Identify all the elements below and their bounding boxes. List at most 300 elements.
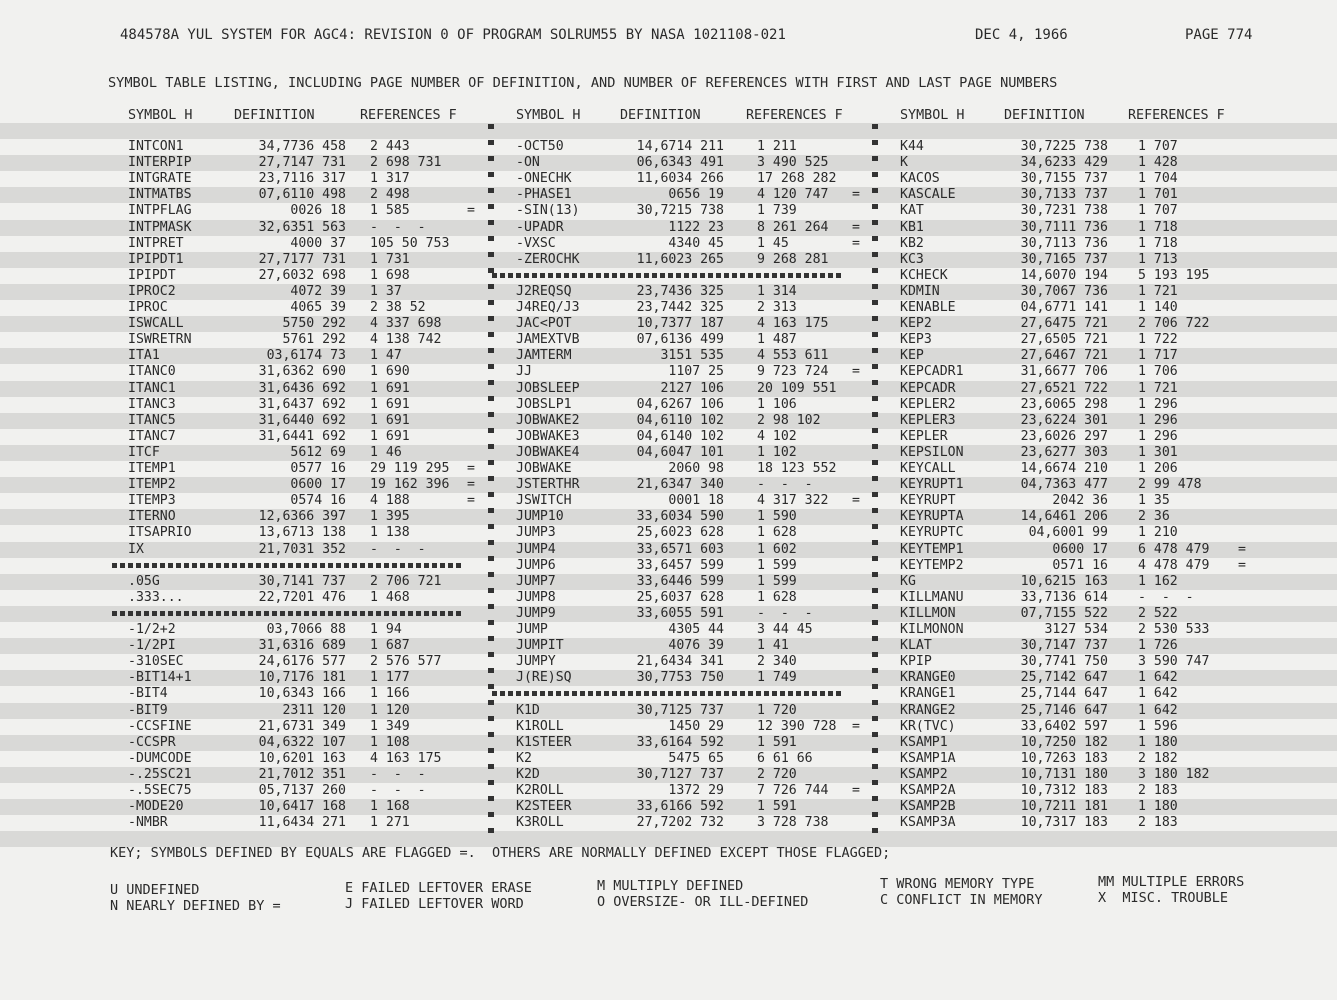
symbol-name: KEP3 [900,332,932,348]
symbol-name: J2REQSQ [516,283,572,299]
symbol-name: -ON [516,155,540,171]
symbol-references: 1 106 [757,396,797,412]
symbol-flag: = [1238,541,1246,557]
symbol-references: 1 45 [757,235,789,251]
symbol-name: KEYRUPTA [900,509,964,525]
symbol-references: 1 628 [757,525,797,541]
symbol-references: 1 180 [1138,799,1178,815]
symbol-references: 2 530 533 [1138,622,1210,637]
symbol-name: -CCSFINE [128,718,192,734]
symbol-name: JUMP4 [516,541,556,557]
symbol-definition: 30,7215 738 [636,203,724,219]
symbol-references: 1 731 [370,251,410,267]
column-separator-1 [488,124,494,836]
symbol-name: -.25SC21 [128,766,192,782]
symbol-name: JJ [516,364,532,380]
symbol-references: 1 722 [1138,332,1178,348]
symbol-name: ITERNO [128,509,176,525]
column-header-sym: SYMBOL H [900,108,965,123]
symbol-name: KSAMP1A [900,750,956,766]
symbol-definition: 11,6034 266 [636,171,724,187]
symbol-definition: 33,6166 592 [636,799,724,815]
symbol-flag: = [852,783,860,798]
symbol-references: 1 177 [370,670,410,686]
symbol-definition: 07,6110 498 [258,187,346,203]
symbol-references: 1 691 [370,396,410,412]
symbol-references: 1 726 [1138,638,1178,654]
symbol-references: 1 721 [1138,283,1178,299]
symbol-name: KEPLER3 [900,412,956,428]
symbol-name: JOBWAKE2 [516,412,580,428]
symbol-definition: 23,6026 297 [1020,428,1108,444]
symbol-name: -CCSPR [128,734,176,750]
symbol-references: 105 50 753 [370,235,450,251]
symbol-definition: 34,6233 429 [1020,155,1108,171]
symbol-references: 1 599 [757,557,797,573]
symbol-name: KEPSILON [900,444,964,460]
symbol-references: - - - [370,766,426,782]
symbol-references: 3 44 45 [757,622,813,637]
symbol-name: INTERPIP [128,155,192,171]
symbol-references: - - - [370,219,426,235]
symbol-references: 1 599 [757,573,797,589]
symbol-references: 1 596 [1138,718,1178,734]
symbol-name: K2STEER [516,799,572,815]
symbol-references: 1 706 [1138,364,1178,380]
symbol-references: 1 642 [1138,670,1178,686]
symbol-name: -1/2PI [128,638,176,654]
symbol-references: 4 317 322 [757,493,829,509]
symbol-definition: 33,6446 599 [636,573,724,589]
symbol-definition: 27,6467 721 [1020,348,1108,364]
symbol-definition: 27,7202 732 [636,815,724,831]
symbol-flag: = [852,219,860,235]
symbol-references: 1 707 [1138,139,1178,154]
legend-undefined: U UNDEFINED [110,882,200,898]
symbol-definition: 27,6475 721 [1020,316,1108,332]
symbol-definition: 30,7753 750 [636,670,724,686]
legend-failed-word: J FAILED LEFTOVER WORD [345,896,524,912]
symbol-name: INTGRATE [128,171,192,187]
symbol-references: 2 183 [1138,783,1178,798]
symbol-name: KEYTEMP1 [900,541,964,557]
stripe-band [0,123,1337,139]
symbol-definition: 32,6351 563 [258,219,346,235]
symbol-definition: 31,6437 692 [258,396,346,412]
symbol-references: 2 38 52 [370,300,426,315]
section-separator [492,691,842,696]
symbol-definition: 30,7067 736 [1020,283,1108,299]
symbol-name: KEPLER2 [900,396,956,412]
symbol-definition: 14,6070 194 [1020,267,1108,283]
column-header-ref: REFERENCES F [746,108,843,123]
symbol-definition: 0656 19 [668,187,724,203]
symbol-name: ITANC5 [128,412,176,428]
symbol-name: JUMPY [516,654,556,670]
symbol-definition: 07,6136 499 [636,332,724,348]
symbol-name: JOBWAKE [516,461,572,476]
symbol-definition: 30,7147 737 [1020,638,1108,654]
listing-title: SYMBOL TABLE LISTING, INCLUDING PAGE NUMBER OF DEFINITION, AND NUMBER OF REFERENCES WITH FIRST AND LAST PAGE NUMBERS [108,75,1058,91]
symbol-name: JUMP8 [516,589,556,605]
symbol-references: 1 296 [1138,396,1178,412]
symbol-name: -UPADR [516,219,564,235]
symbol-definition: 25,6023 628 [636,525,724,541]
symbol-definition: 10,7377 187 [636,316,724,332]
symbol-definition: 10,7263 183 [1020,750,1108,766]
symbol-references: 2 443 [370,139,410,154]
symbol-references: 1 720 [757,702,797,718]
symbol-flag: = [852,718,860,734]
symbol-definition: 4076 39 [668,638,724,654]
symbol-definition: 33,6402 597 [1020,718,1108,734]
symbol-references: 2 182 [1138,750,1178,766]
symbol-definition: 27,6505 721 [1020,332,1108,348]
symbol-definition: 04,6110 102 [636,412,724,428]
symbol-name: INTPFLAG [128,203,192,219]
symbol-flag: = [852,235,860,251]
symbol-references: 9 268 281 [757,251,829,267]
symbol-name: KR(TVC) [900,718,956,734]
symbol-definition: 12,6366 397 [258,509,346,525]
symbol-references: 1 41 [757,638,789,654]
legend-wrong-memory: T WRONG MEMORY TYPE [880,876,1035,892]
symbol-definition: 2127 106 [660,380,724,396]
symbol-definition: 30,7165 737 [1020,251,1108,267]
symbol-references: 4 102 [757,428,797,444]
symbol-definition: 33,6457 599 [636,557,724,573]
symbol-definition: 23,6065 298 [1020,396,1108,412]
symbol-definition: 0574 16 [290,493,346,509]
symbol-references: 4 553 611 [757,348,829,364]
symbol-definition: 4065 39 [290,300,346,315]
symbol-definition: 1122 23 [668,219,724,235]
symbol-name: KASCALE [900,187,956,203]
column-separator-2 [872,124,878,836]
symbol-name: KEYRUPT [900,493,956,509]
symbol-definition: 30,7741 750 [1020,654,1108,670]
symbol-name: .333... [128,589,184,605]
symbol-definition: 33,6571 603 [636,541,724,557]
symbol-name: KEPCADR [900,380,956,396]
symbol-name: K1ROLL [516,718,564,734]
symbol-definition: 0571 16 [1052,557,1108,573]
symbol-references: 4 478 479 [1138,557,1210,573]
symbol-flag: = [467,477,475,493]
symbol-references: 1 749 [757,670,797,686]
legend-multiply-defined: M MULTIPLY DEFINED [597,878,744,894]
symbol-flag: = [852,364,860,380]
symbol-name: -DUMCODE [128,750,192,766]
symbol-definition: 06,6343 491 [636,155,724,171]
symbol-definition: 03,7066 88 [266,622,346,637]
symbol-definition: 24,6176 577 [258,654,346,670]
symbol-name: ITANC0 [128,364,176,380]
page-header-date: DEC 4, 1966 [975,27,1068,43]
symbol-name: JOBWAKE3 [516,428,580,444]
symbol-name: IPIPDT1 [128,251,184,267]
symbol-references: - - - [757,477,813,493]
column-header-sym: SYMBOL H [128,108,193,123]
symbol-definition: 31,6362 690 [258,364,346,380]
legend-failed-erase: E FAILED LEFTOVER ERASE [345,880,532,896]
symbol-definition: 25,7146 647 [1020,702,1108,718]
symbol-references: 1 718 [1138,235,1178,251]
symbol-name: ISWCALL [128,316,184,332]
symbol-references: 18 123 552 [757,461,837,476]
symbol-name: KDMIN [900,283,940,299]
symbol-name: KSAMP2B [900,799,956,815]
symbol-name: KEPCADR1 [900,364,964,380]
symbol-name: JUMP10 [516,509,564,525]
symbol-name: KRANGE1 [900,686,956,702]
symbol-references: 1 140 [1138,300,1178,315]
symbol-references: 1 713 [1138,251,1178,267]
symbol-definition: 2311 120 [282,702,346,718]
legend-oversize: O OVERSIZE- OR ILL-DEFINED [597,894,809,910]
symbol-references: 20 109 551 [757,380,837,396]
symbol-name: K1D [516,702,540,718]
symbol-definition: 2060 98 [668,461,724,476]
key-line: KEY; SYMBOLS DEFINED BY EQUALS ARE FLAGGED =. OTHERS ARE NORMALLY DEFINED EXCEPT THOSE FLAGGED; [110,845,891,861]
symbol-name: ITSAPRIO [128,525,192,541]
symbol-references: 1 206 [1138,461,1178,476]
symbol-name: JOBWAKE4 [516,444,580,460]
symbol-definition: 0600 17 [1052,541,1108,557]
symbol-definition: 30,7113 736 [1020,235,1108,251]
symbol-definition: 21,6347 340 [636,477,724,493]
symbol-references: 1 317 [370,171,410,187]
column-header-def: DEFINITION [620,108,701,123]
symbol-definition: 23,6277 303 [1020,444,1108,460]
symbol-references: 1 210 [1138,525,1178,541]
symbol-references: 1 301 [1138,444,1178,460]
legend-multiple-errors: MM MULTIPLE ERRORS [1098,874,1245,890]
symbol-flag: = [467,461,475,476]
symbol-references: 1 721 [1138,380,1178,396]
symbol-name: KG [900,573,916,589]
symbol-definition: 30,7225 738 [1020,139,1108,154]
section-separator [112,611,462,616]
symbol-name: KENABLE [900,300,956,315]
symbol-name: JOBSLP1 [516,396,572,412]
symbol-definition: 2042 36 [1052,493,1108,509]
symbol-references: 1 691 [370,380,410,396]
symbol-name: ITA1 [128,348,160,364]
symbol-definition: 10,6215 163 [1020,573,1108,589]
symbol-definition: 31,6316 689 [258,638,346,654]
symbol-references: - - - [370,541,426,557]
symbol-references: 4 120 747 [757,187,829,203]
symbol-definition: 4000 37 [290,235,346,251]
symbol-references: 6 478 479 [1138,541,1210,557]
symbol-name: IPROC [128,300,168,315]
symbol-name: KILLMON [900,605,956,621]
symbol-references: 1 698 [370,267,410,283]
symbol-name: KSAMP2 [900,766,948,782]
symbol-references: 2 498 [370,187,410,203]
symbol-definition: 33,7136 614 [1020,589,1108,605]
symbol-references: 4 188 [370,493,410,509]
symbol-references: 1 704 [1138,171,1178,187]
symbol-definition: 3127 534 [1044,622,1108,637]
symbol-references: 4 138 742 [370,332,442,348]
symbol-definition: 04,6322 107 [258,734,346,750]
symbol-definition: 5750 292 [282,316,346,332]
symbol-references: 1 138 [370,525,410,541]
symbol-definition: 30,7133 737 [1020,187,1108,203]
symbol-references: 1 691 [370,412,410,428]
symbol-definition: 10,7176 181 [258,670,346,686]
symbol-name: KRANGE2 [900,702,956,718]
symbol-references: 1 314 [757,283,797,299]
symbol-references: 1 120 [370,702,410,718]
symbol-references: 1 108 [370,734,410,750]
symbol-definition: 21,7012 351 [258,766,346,782]
symbol-name: KAT [900,203,924,219]
symbol-name: INTMATBS [128,187,192,203]
symbol-name: KLAT [900,638,932,654]
symbol-flag: = [1238,557,1246,573]
symbol-references: 1 687 [370,638,410,654]
symbol-definition: 04,6047 101 [636,444,724,460]
symbol-references: 1 701 [1138,187,1178,203]
symbol-flag: = [467,203,475,219]
symbol-name: KSAMP2A [900,783,956,798]
symbol-definition: 25,6037 628 [636,589,724,605]
symbol-name: KACOS [900,171,940,187]
symbol-definition: 31,6436 692 [258,380,346,396]
symbol-references: 3 590 747 [1138,654,1210,670]
symbol-name: -ZEROCHK [516,251,580,267]
symbol-references: 19 162 396 [370,477,450,493]
symbol-references: 1 642 [1138,702,1178,718]
symbol-definition: 23,6224 301 [1020,412,1108,428]
symbol-references: 2 98 102 [757,412,821,428]
symbol-name: -OCT50 [516,139,564,154]
symbol-definition: 0026 18 [290,203,346,219]
symbol-references: 1 296 [1138,412,1178,428]
symbol-definition: 31,6441 692 [258,428,346,444]
symbol-name: -BIT9 [128,702,168,718]
symbol-references: 2 522 [1138,605,1178,621]
symbol-name: ITANC1 [128,380,176,396]
symbol-definition: 33,6055 591 [636,605,724,621]
symbol-references: 1 487 [757,332,797,348]
symbol-name: -310SEC [128,654,184,670]
symbol-definition: 11,6434 271 [258,815,346,831]
symbol-name: JAMEXTVB [516,332,580,348]
symbol-name: KILLMANU [900,589,964,605]
symbol-definition: 4072 39 [290,283,346,299]
symbol-definition: 04,6001 99 [1028,525,1108,541]
symbol-name: KPIP [900,654,932,670]
symbol-definition: 30,7127 737 [636,766,724,782]
symbol-name: KEP [900,348,924,364]
symbol-definition: 0001 18 [668,493,724,509]
symbol-name: KB2 [900,235,924,251]
legend-misc-trouble: X MISC. TROUBLE [1098,890,1229,906]
symbol-name: JSTERTHR [516,477,580,493]
symbol-name: JOBSLEEP [516,380,580,396]
symbol-name: INTPRET [128,235,184,251]
symbol-definition: 31,6440 692 [258,412,346,428]
symbol-references: 8 261 264 [757,219,829,235]
symbol-references: 1 162 [1138,573,1178,589]
symbol-name: -BIT4 [128,686,168,702]
legend-nearly-defined: N NEARLY DEFINED BY = [110,898,281,914]
symbol-name: -SIN(13) [516,203,580,219]
symbol-references: 1 395 [370,509,410,525]
symbol-references: 12 390 728 [757,718,837,734]
symbol-name: KCHECK [900,267,948,283]
symbol-name: K [900,155,908,171]
symbol-definition: 23,7436 325 [636,283,724,299]
symbol-references: 7 726 744 [757,783,829,798]
symbol-definition: 10,7250 182 [1020,734,1108,750]
symbol-references: 5 193 195 [1138,267,1210,283]
symbol-definition: 23,7442 325 [636,300,724,315]
symbol-references: - - - [1138,589,1194,605]
symbol-definition: 14,6674 210 [1020,461,1108,476]
symbol-references: 1 47 [370,348,402,364]
symbol-name: J4REQ/J3 [516,300,580,315]
symbol-name: IX [128,541,144,557]
symbol-definition: 21,6434 341 [636,654,724,670]
section-separator [112,563,462,568]
symbol-definition: 11,6023 265 [636,251,724,267]
symbol-name: JAC<POT [516,316,572,332]
symbol-definition: 33,6164 592 [636,734,724,750]
symbol-references: 2 698 731 [370,155,442,171]
symbol-name: -NMBR [128,815,168,831]
symbol-name: -VXSC [516,235,556,251]
symbol-name: ITCF [128,444,160,460]
symbol-references: 4 163 175 [757,316,829,332]
symbol-name: K1STEER [516,734,572,750]
symbol-definition: 1372 29 [668,783,724,798]
symbol-references: 1 628 [757,589,797,605]
symbol-name: KEYCALL [900,461,956,476]
symbol-references: 2 36 [1138,509,1170,525]
column-header-ref: REFERENCES F [1128,108,1225,123]
symbol-references: 3 180 182 [1138,766,1210,782]
symbol-definition: 10,7317 183 [1020,815,1108,831]
symbol-references: 1 46 [370,444,402,460]
symbol-definition: 21,6731 349 [258,718,346,734]
symbol-definition: 10,7211 181 [1020,799,1108,815]
symbol-references: 2 706 722 [1138,316,1210,332]
symbol-name: K3ROLL [516,815,564,831]
symbol-name: KRANGE0 [900,670,956,686]
symbol-references: 1 739 [757,203,797,219]
symbol-references: 1 690 [370,364,410,380]
symbol-name: INTCON1 [128,139,184,154]
symbol-definition: 5612 69 [290,444,346,460]
symbol-references: 1 166 [370,686,410,702]
symbol-references: 1 428 [1138,155,1178,171]
symbol-references: 2 313 [757,300,797,315]
symbol-references: 1 94 [370,622,402,637]
symbol-name: KEYRUPTC [900,525,964,541]
symbol-definition: 04,6267 106 [636,396,724,412]
symbol-definition: 04,6140 102 [636,428,724,444]
symbol-name: ITANC7 [128,428,176,444]
symbol-definition: 0577 16 [290,461,346,476]
symbol-definition: 04,7363 477 [1020,477,1108,493]
symbol-name: K2D [516,766,540,782]
symbol-name: -PHASE1 [516,187,572,203]
